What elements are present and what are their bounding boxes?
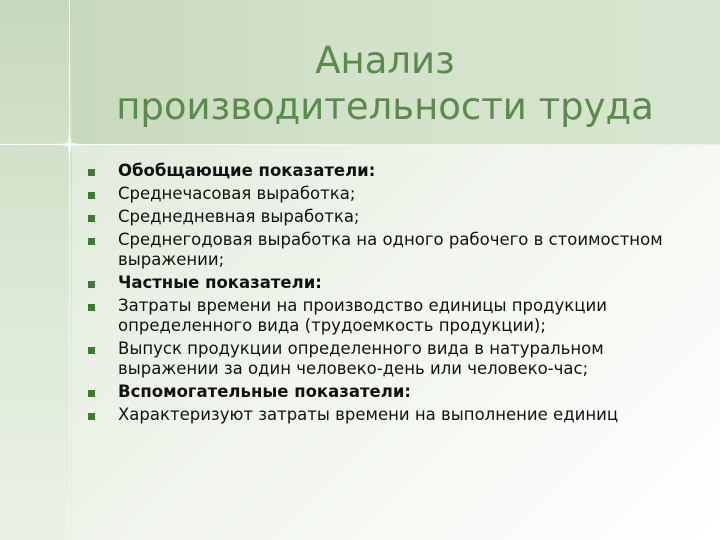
square-bullet-icon: [88, 347, 95, 354]
bullet-item-natural-output: [88, 339, 698, 379]
square-bullet-icon: [88, 304, 95, 311]
bullet-item-daily-output: [88, 207, 698, 227]
bullet-item-hourly-output: [88, 184, 698, 204]
slide-title-line-1: Анализ: [315, 39, 455, 82]
bullet-text: Частные показатели:: [118, 273, 322, 292]
horizontal-divider-line: [0, 144, 720, 145]
square-bullet-icon: [88, 215, 95, 222]
bullet-text: Вспомогательные показатели:: [118, 382, 411, 401]
vertical-divider-line: [69, 0, 70, 540]
left-panel: [0, 0, 72, 540]
bullet-text: Обобщающие показатели:: [118, 161, 376, 180]
bullet-item-time-costs: [88, 405, 698, 425]
bullet-text: Среднедневная выработка;: [118, 207, 360, 226]
bullet-text: Затраты времени на производство единицы продукции определенного вида (трудоемкость продукции);: [118, 296, 607, 335]
slide-title-line-2: производительности труда: [116, 85, 654, 128]
bullet-item-auxiliary-indicators: [88, 382, 698, 402]
bullet-list: [88, 161, 698, 428]
bullet-item-particular-indicators: [88, 273, 698, 293]
bullet-item-labor-intensity: [88, 296, 698, 336]
square-bullet-icon: [88, 413, 95, 420]
sparkle-icon: [54, 129, 85, 160]
square-bullet-icon: [88, 192, 95, 199]
square-bullet-icon: [88, 281, 95, 288]
slide-title: [80, 38, 690, 130]
bullet-text: Среднегодовая выработка на одного рабочего в стоимостном выражении;: [118, 230, 663, 269]
bullet-item-general-indicators: [88, 161, 698, 181]
bullet-item-annual-output: [88, 230, 698, 270]
bullet-text: Характеризуют затраты времени на выполнение единиц: [118, 405, 619, 424]
square-bullet-icon: [88, 390, 95, 397]
square-bullet-icon: [88, 169, 95, 176]
bullet-text: Выпуск продукции определенного вида в натуральном выражении за один человеко-день или человеко-час;: [118, 339, 604, 378]
square-bullet-icon: [88, 238, 95, 245]
bullet-text: Среднечасовая выработка;: [118, 184, 356, 203]
